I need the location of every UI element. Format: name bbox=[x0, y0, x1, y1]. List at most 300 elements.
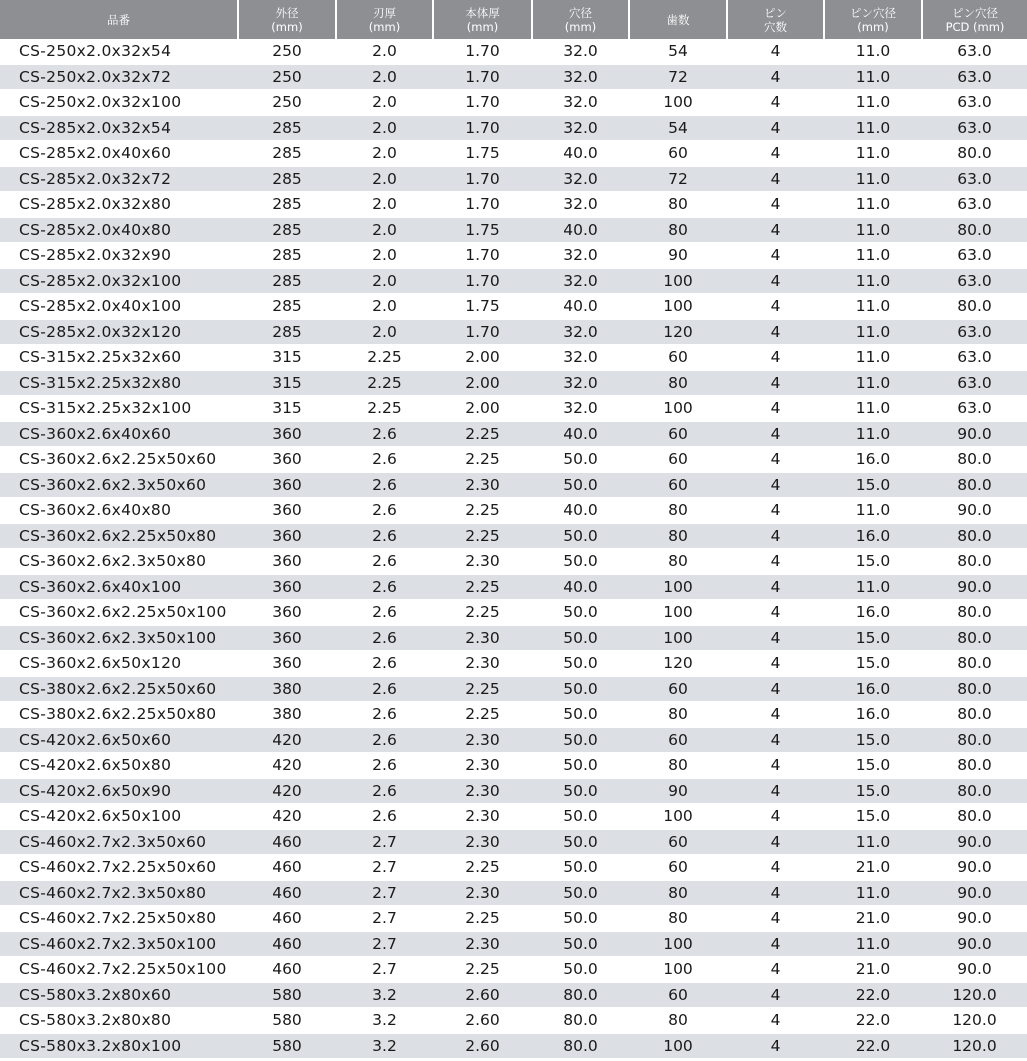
cell-pin-hole-count: 4 bbox=[727, 651, 824, 677]
cell-blade-thickness: 2.6 bbox=[336, 447, 433, 473]
cell-body-thickness: 2.60 bbox=[433, 1033, 532, 1059]
cell-pin-hole-pcd: 80.0 bbox=[922, 141, 1027, 167]
cell-pin-hole-count: 4 bbox=[727, 370, 824, 396]
cell-body-thickness: 2.30 bbox=[433, 931, 532, 957]
cell-outer-diameter: 360 bbox=[238, 498, 336, 524]
cell-pin-hole-count: 4 bbox=[727, 574, 824, 600]
cell-pin-hole-diameter: 16.0 bbox=[824, 600, 922, 626]
cell-teeth-count: 80 bbox=[629, 880, 727, 906]
cell-pin-hole-count: 4 bbox=[727, 727, 824, 753]
cell-outer-diameter: 460 bbox=[238, 931, 336, 957]
cell-pin-hole-pcd: 90.0 bbox=[922, 906, 1027, 932]
cell-blade-thickness: 2.6 bbox=[336, 727, 433, 753]
table-row bbox=[0, 141, 1027, 167]
cell-pin-hole-count: 4 bbox=[727, 549, 824, 575]
header-part-number bbox=[0, 0, 238, 39]
cell-part-number: CS-460x2.7x2.3x50x60 bbox=[0, 829, 238, 855]
cell-bore-diameter: 40.0 bbox=[532, 574, 629, 600]
cell-body-thickness: 2.25 bbox=[433, 447, 532, 473]
cell-pin-hole-pcd: 63.0 bbox=[922, 345, 1027, 371]
cell-outer-diameter: 285 bbox=[238, 243, 336, 269]
cell-blade-thickness: 2.0 bbox=[336, 64, 433, 90]
cell-teeth-count: 80 bbox=[629, 217, 727, 243]
cell-pin-hole-diameter: 15.0 bbox=[824, 804, 922, 830]
cell-blade-thickness: 2.6 bbox=[336, 702, 433, 728]
cell-pin-hole-diameter: 11.0 bbox=[824, 498, 922, 524]
cell-bore-diameter: 50.0 bbox=[532, 472, 629, 498]
cell-bore-diameter: 50.0 bbox=[532, 880, 629, 906]
cell-outer-diameter: 420 bbox=[238, 778, 336, 804]
cell-pin-hole-diameter: 11.0 bbox=[824, 294, 922, 320]
table-row bbox=[0, 804, 1027, 830]
cell-teeth-count: 60 bbox=[629, 345, 727, 371]
cell-blade-thickness: 2.7 bbox=[336, 855, 433, 881]
cell-teeth-count: 100 bbox=[629, 625, 727, 651]
cell-bore-diameter: 50.0 bbox=[532, 702, 629, 728]
cell-teeth-count: 90 bbox=[629, 778, 727, 804]
cell-part-number: CS-285x2.0x32x120 bbox=[0, 319, 238, 345]
cell-body-thickness: 2.25 bbox=[433, 957, 532, 983]
cell-pin-hole-pcd: 80.0 bbox=[922, 447, 1027, 473]
cell-bore-diameter: 50.0 bbox=[532, 855, 629, 881]
cell-bore-diameter: 50.0 bbox=[532, 906, 629, 932]
cell-blade-thickness: 2.6 bbox=[336, 421, 433, 447]
cell-pin-hole-count: 4 bbox=[727, 804, 824, 830]
cell-pin-hole-pcd: 63.0 bbox=[922, 90, 1027, 116]
table-row bbox=[0, 931, 1027, 957]
cell-teeth-count: 80 bbox=[629, 753, 727, 779]
header-row bbox=[0, 0, 1027, 39]
cell-pin-hole-count: 4 bbox=[727, 523, 824, 549]
cell-teeth-count: 54 bbox=[629, 115, 727, 141]
cell-pin-hole-pcd: 63.0 bbox=[922, 243, 1027, 269]
cell-teeth-count: 100 bbox=[629, 600, 727, 626]
cell-pin-hole-pcd: 90.0 bbox=[922, 957, 1027, 983]
cell-teeth-count: 60 bbox=[629, 676, 727, 702]
cell-body-thickness: 1.70 bbox=[433, 90, 532, 116]
table-row bbox=[0, 957, 1027, 983]
cell-body-thickness: 1.70 bbox=[433, 268, 532, 294]
cell-outer-diameter: 380 bbox=[238, 702, 336, 728]
cell-blade-thickness: 2.25 bbox=[336, 345, 433, 371]
cell-pin-hole-diameter: 15.0 bbox=[824, 651, 922, 677]
cell-outer-diameter: 580 bbox=[238, 982, 336, 1008]
cell-pin-hole-diameter: 11.0 bbox=[824, 141, 922, 167]
cell-pin-hole-count: 4 bbox=[727, 294, 824, 320]
cell-pin-hole-diameter: 16.0 bbox=[824, 523, 922, 549]
table-row bbox=[0, 778, 1027, 804]
cell-bore-diameter: 40.0 bbox=[532, 421, 629, 447]
cell-part-number: CS-315x2.25x32x80 bbox=[0, 370, 238, 396]
cell-bore-diameter: 50.0 bbox=[532, 549, 629, 575]
cell-pin-hole-count: 4 bbox=[727, 906, 824, 932]
cell-bore-diameter: 32.0 bbox=[532, 115, 629, 141]
cell-pin-hole-pcd: 80.0 bbox=[922, 472, 1027, 498]
cell-pin-hole-pcd: 63.0 bbox=[922, 268, 1027, 294]
cell-bore-diameter: 32.0 bbox=[532, 166, 629, 192]
header-label-line: (mm) bbox=[857, 19, 889, 34]
header-label-line: 本体厚 bbox=[465, 5, 500, 20]
cell-part-number: CS-360x2.6x40x100 bbox=[0, 574, 238, 600]
cell-teeth-count: 80 bbox=[629, 1008, 727, 1034]
cell-teeth-count: 60 bbox=[629, 421, 727, 447]
cell-pin-hole-diameter: 15.0 bbox=[824, 625, 922, 651]
cell-teeth-count: 100 bbox=[629, 396, 727, 422]
table-row bbox=[0, 115, 1027, 141]
cell-bore-diameter: 32.0 bbox=[532, 370, 629, 396]
cell-outer-diameter: 250 bbox=[238, 64, 336, 90]
cell-pin-hole-pcd: 80.0 bbox=[922, 625, 1027, 651]
table-row bbox=[0, 600, 1027, 626]
header-body-thickness bbox=[433, 0, 532, 39]
cell-pin-hole-diameter: 15.0 bbox=[824, 472, 922, 498]
cell-part-number: CS-460x2.7x2.3x50x80 bbox=[0, 880, 238, 906]
cell-teeth-count: 80 bbox=[629, 370, 727, 396]
cell-blade-thickness: 3.2 bbox=[336, 1008, 433, 1034]
cell-blade-thickness: 2.6 bbox=[336, 472, 433, 498]
cell-outer-diameter: 360 bbox=[238, 574, 336, 600]
header-label-line: 穴径 bbox=[569, 5, 592, 20]
cell-pin-hole-diameter: 16.0 bbox=[824, 447, 922, 473]
cell-teeth-count: 60 bbox=[629, 855, 727, 881]
cell-bore-diameter: 50.0 bbox=[532, 931, 629, 957]
cell-body-thickness: 2.00 bbox=[433, 396, 532, 422]
cell-pin-hole-diameter: 11.0 bbox=[824, 90, 922, 116]
cell-pin-hole-diameter: 15.0 bbox=[824, 727, 922, 753]
cell-pin-hole-pcd: 63.0 bbox=[922, 39, 1027, 64]
cell-pin-hole-pcd: 63.0 bbox=[922, 370, 1027, 396]
cell-body-thickness: 2.30 bbox=[433, 651, 532, 677]
cell-bore-diameter: 32.0 bbox=[532, 319, 629, 345]
cell-part-number: CS-315x2.25x32x60 bbox=[0, 345, 238, 371]
cell-pin-hole-count: 4 bbox=[727, 345, 824, 371]
cell-teeth-count: 60 bbox=[629, 727, 727, 753]
cell-body-thickness: 2.60 bbox=[433, 982, 532, 1008]
cell-part-number: CS-360x2.6x2.25x50x60 bbox=[0, 447, 238, 473]
cell-pin-hole-pcd: 63.0 bbox=[922, 115, 1027, 141]
header-outer-diameter bbox=[238, 0, 336, 39]
cell-outer-diameter: 315 bbox=[238, 396, 336, 422]
cell-outer-diameter: 580 bbox=[238, 1033, 336, 1059]
header-label-line: (mm) bbox=[368, 19, 401, 34]
cell-blade-thickness: 2.0 bbox=[336, 192, 433, 218]
cell-part-number: CS-380x2.6x2.25x50x60 bbox=[0, 676, 238, 702]
cell-pin-hole-diameter: 11.0 bbox=[824, 829, 922, 855]
cell-body-thickness: 1.70 bbox=[433, 319, 532, 345]
table-row bbox=[0, 166, 1027, 192]
cell-pin-hole-count: 4 bbox=[727, 829, 824, 855]
cell-pin-hole-count: 4 bbox=[727, 115, 824, 141]
cell-outer-diameter: 360 bbox=[238, 625, 336, 651]
cell-teeth-count: 100 bbox=[629, 931, 727, 957]
table-row bbox=[0, 753, 1027, 779]
table-row bbox=[0, 294, 1027, 320]
header-label-line: 外径 bbox=[275, 5, 299, 20]
cell-body-thickness: 2.30 bbox=[433, 880, 532, 906]
cell-pin-hole-diameter: 11.0 bbox=[824, 319, 922, 345]
cell-pin-hole-pcd: 63.0 bbox=[922, 319, 1027, 345]
cell-part-number: CS-420x2.6x50x60 bbox=[0, 727, 238, 753]
cell-outer-diameter: 360 bbox=[238, 549, 336, 575]
cell-part-number: CS-360x2.6x2.25x50x100 bbox=[0, 600, 238, 626]
table-row bbox=[0, 217, 1027, 243]
cell-teeth-count: 60 bbox=[629, 447, 727, 473]
cell-part-number: CS-360x2.6x2.25x50x80 bbox=[0, 523, 238, 549]
cell-outer-diameter: 360 bbox=[238, 472, 336, 498]
cell-bore-diameter: 50.0 bbox=[532, 829, 629, 855]
cell-pin-hole-diameter: 11.0 bbox=[824, 192, 922, 218]
cell-bore-diameter: 80.0 bbox=[532, 1033, 629, 1059]
cell-pin-hole-diameter: 11.0 bbox=[824, 931, 922, 957]
cell-pin-hole-count: 4 bbox=[727, 931, 824, 957]
cell-pin-hole-diameter: 11.0 bbox=[824, 39, 922, 64]
cell-pin-hole-diameter: 21.0 bbox=[824, 957, 922, 983]
cell-blade-thickness: 2.7 bbox=[336, 957, 433, 983]
header-pin-hole-count bbox=[727, 0, 824, 39]
cell-body-thickness: 2.30 bbox=[433, 778, 532, 804]
cell-outer-diameter: 420 bbox=[238, 727, 336, 753]
cell-blade-thickness: 2.7 bbox=[336, 829, 433, 855]
cell-part-number: CS-460x2.7x2.25x50x60 bbox=[0, 855, 238, 881]
header-bore-diameter bbox=[532, 0, 629, 39]
table-row bbox=[0, 64, 1027, 90]
cell-blade-thickness: 2.6 bbox=[336, 753, 433, 779]
table-row bbox=[0, 855, 1027, 881]
table-row bbox=[0, 396, 1027, 422]
cell-pin-hole-diameter: 21.0 bbox=[824, 906, 922, 932]
table-row bbox=[0, 651, 1027, 677]
cell-pin-hole-pcd: 80.0 bbox=[922, 549, 1027, 575]
cell-teeth-count: 60 bbox=[629, 141, 727, 167]
cell-pin-hole-diameter: 22.0 bbox=[824, 1033, 922, 1059]
cell-outer-diameter: 285 bbox=[238, 192, 336, 218]
cell-outer-diameter: 315 bbox=[238, 345, 336, 371]
cell-pin-hole-pcd: 63.0 bbox=[922, 64, 1027, 90]
table-body bbox=[0, 39, 1027, 1059]
cell-body-thickness: 2.25 bbox=[433, 702, 532, 728]
cell-pin-hole-count: 4 bbox=[727, 880, 824, 906]
cell-pin-hole-pcd: 80.0 bbox=[922, 651, 1027, 677]
cell-part-number: CS-420x2.6x50x100 bbox=[0, 804, 238, 830]
header-blade-thickness bbox=[336, 0, 433, 39]
cell-part-number: CS-250x2.0x32x54 bbox=[0, 39, 238, 64]
cell-bore-diameter: 32.0 bbox=[532, 243, 629, 269]
cell-teeth-count: 60 bbox=[629, 982, 727, 1008]
cell-part-number: CS-580x3.2x80x100 bbox=[0, 1033, 238, 1059]
cell-pin-hole-pcd: 63.0 bbox=[922, 396, 1027, 422]
cell-outer-diameter: 420 bbox=[238, 753, 336, 779]
cell-outer-diameter: 285 bbox=[238, 268, 336, 294]
table-row bbox=[0, 906, 1027, 932]
cell-pin-hole-diameter: 11.0 bbox=[824, 243, 922, 269]
cell-blade-thickness: 2.0 bbox=[336, 217, 433, 243]
cell-part-number: CS-580x3.2x80x60 bbox=[0, 982, 238, 1008]
cell-pin-hole-pcd: 90.0 bbox=[922, 931, 1027, 957]
cell-bore-diameter: 40.0 bbox=[532, 294, 629, 320]
cell-part-number: CS-250x2.0x32x72 bbox=[0, 64, 238, 90]
cell-part-number: CS-360x2.6x2.3x50x80 bbox=[0, 549, 238, 575]
cell-teeth-count: 72 bbox=[629, 166, 727, 192]
cell-pin-hole-pcd: 80.0 bbox=[922, 753, 1027, 779]
cell-part-number: CS-360x2.6x2.3x50x100 bbox=[0, 625, 238, 651]
cell-pin-hole-diameter: 15.0 bbox=[824, 753, 922, 779]
cell-pin-hole-count: 4 bbox=[727, 166, 824, 192]
cell-blade-thickness: 2.0 bbox=[336, 115, 433, 141]
cell-pin-hole-pcd: 80.0 bbox=[922, 294, 1027, 320]
cell-body-thickness: 2.30 bbox=[433, 829, 532, 855]
header-teeth-count bbox=[629, 0, 727, 39]
cell-pin-hole-diameter: 11.0 bbox=[824, 574, 922, 600]
cell-teeth-count: 100 bbox=[629, 294, 727, 320]
cell-part-number: CS-285x2.0x40x60 bbox=[0, 141, 238, 167]
cell-pin-hole-diameter: 11.0 bbox=[824, 268, 922, 294]
cell-body-thickness: 2.00 bbox=[433, 370, 532, 396]
cell-pin-hole-diameter: 11.0 bbox=[824, 370, 922, 396]
cell-part-number: CS-285x2.0x40x80 bbox=[0, 217, 238, 243]
cell-teeth-count: 80 bbox=[629, 192, 727, 218]
cell-pin-hole-pcd: 80.0 bbox=[922, 702, 1027, 728]
cell-bore-diameter: 32.0 bbox=[532, 396, 629, 422]
cell-blade-thickness: 2.6 bbox=[336, 523, 433, 549]
cell-blade-thickness: 2.25 bbox=[336, 396, 433, 422]
cell-blade-thickness: 3.2 bbox=[336, 1033, 433, 1059]
header-pin-hole-pcd bbox=[922, 0, 1027, 39]
cell-bore-diameter: 32.0 bbox=[532, 345, 629, 371]
cell-outer-diameter: 285 bbox=[238, 217, 336, 243]
header-pin-hole-diameter bbox=[824, 0, 922, 39]
cell-bore-diameter: 32.0 bbox=[532, 192, 629, 218]
cell-pin-hole-count: 4 bbox=[727, 192, 824, 218]
cell-teeth-count: 120 bbox=[629, 319, 727, 345]
cell-body-thickness: 2.25 bbox=[433, 574, 532, 600]
cell-outer-diameter: 250 bbox=[238, 39, 336, 64]
cell-body-thickness: 1.70 bbox=[433, 243, 532, 269]
cell-blade-thickness: 2.6 bbox=[336, 498, 433, 524]
cell-pin-hole-count: 4 bbox=[727, 472, 824, 498]
table-row bbox=[0, 268, 1027, 294]
cell-pin-hole-count: 4 bbox=[727, 1033, 824, 1059]
cell-pin-hole-diameter: 16.0 bbox=[824, 702, 922, 728]
cell-body-thickness: 1.70 bbox=[433, 64, 532, 90]
cell-body-thickness: 1.75 bbox=[433, 217, 532, 243]
cell-pin-hole-pcd: 80.0 bbox=[922, 778, 1027, 804]
cell-bore-diameter: 40.0 bbox=[532, 498, 629, 524]
cell-pin-hole-pcd: 90.0 bbox=[922, 421, 1027, 447]
cell-blade-thickness: 2.0 bbox=[336, 319, 433, 345]
table-row bbox=[0, 319, 1027, 345]
cell-pin-hole-count: 4 bbox=[727, 982, 824, 1008]
cell-outer-diameter: 460 bbox=[238, 906, 336, 932]
cell-pin-hole-pcd: 80.0 bbox=[922, 804, 1027, 830]
cell-outer-diameter: 285 bbox=[238, 319, 336, 345]
cell-body-thickness: 2.30 bbox=[433, 804, 532, 830]
cell-teeth-count: 80 bbox=[629, 702, 727, 728]
cell-pin-hole-pcd: 90.0 bbox=[922, 498, 1027, 524]
cell-outer-diameter: 580 bbox=[238, 1008, 336, 1034]
cell-pin-hole-diameter: 22.0 bbox=[824, 1008, 922, 1034]
cell-part-number: CS-580x3.2x80x80 bbox=[0, 1008, 238, 1034]
cell-bore-diameter: 32.0 bbox=[532, 268, 629, 294]
cell-pin-hole-diameter: 11.0 bbox=[824, 345, 922, 371]
cell-part-number: CS-250x2.0x32x100 bbox=[0, 90, 238, 116]
cell-body-thickness: 1.75 bbox=[433, 141, 532, 167]
table-row bbox=[0, 982, 1027, 1008]
header-label-line: 刃厚 bbox=[373, 5, 396, 20]
cell-pin-hole-pcd: 90.0 bbox=[922, 880, 1027, 906]
header-label-line: 穴数 bbox=[764, 19, 787, 34]
cell-teeth-count: 100 bbox=[629, 804, 727, 830]
cell-outer-diameter: 360 bbox=[238, 447, 336, 473]
cell-outer-diameter: 460 bbox=[238, 880, 336, 906]
cell-body-thickness: 1.70 bbox=[433, 39, 532, 64]
cell-pin-hole-count: 4 bbox=[727, 319, 824, 345]
table-row bbox=[0, 243, 1027, 269]
cell-body-thickness: 1.75 bbox=[433, 294, 532, 320]
cell-pin-hole-count: 4 bbox=[727, 855, 824, 881]
cell-pin-hole-diameter: 21.0 bbox=[824, 855, 922, 881]
cell-outer-diameter: 460 bbox=[238, 855, 336, 881]
table-row bbox=[0, 625, 1027, 651]
cell-bore-diameter: 80.0 bbox=[532, 982, 629, 1008]
table-row bbox=[0, 574, 1027, 600]
cell-bore-diameter: 50.0 bbox=[532, 447, 629, 473]
cell-bore-diameter: 50.0 bbox=[532, 753, 629, 779]
cell-outer-diameter: 460 bbox=[238, 829, 336, 855]
cell-pin-hole-pcd: 80.0 bbox=[922, 217, 1027, 243]
cell-blade-thickness: 2.7 bbox=[336, 931, 433, 957]
cell-body-thickness: 2.30 bbox=[433, 549, 532, 575]
cell-body-thickness: 2.25 bbox=[433, 906, 532, 932]
cell-body-thickness: 2.30 bbox=[433, 472, 532, 498]
table-row bbox=[0, 39, 1027, 64]
cell-body-thickness: 2.25 bbox=[433, 523, 532, 549]
cell-outer-diameter: 420 bbox=[238, 804, 336, 830]
cell-pin-hole-count: 4 bbox=[727, 702, 824, 728]
header-label-line: (mm) bbox=[466, 19, 499, 34]
cell-pin-hole-pcd: 80.0 bbox=[922, 676, 1027, 702]
header-label-line: 歯数 bbox=[666, 12, 690, 27]
cell-teeth-count: 54 bbox=[629, 39, 727, 64]
cell-part-number: CS-360x2.6x2.3x50x60 bbox=[0, 472, 238, 498]
cell-outer-diameter: 380 bbox=[238, 676, 336, 702]
cell-pin-hole-count: 4 bbox=[727, 217, 824, 243]
cell-teeth-count: 90 bbox=[629, 243, 727, 269]
header-label-line: (mm) bbox=[564, 19, 597, 34]
cell-body-thickness: 2.25 bbox=[433, 855, 532, 881]
table-row bbox=[0, 447, 1027, 473]
cell-blade-thickness: 2.0 bbox=[336, 141, 433, 167]
cell-pin-hole-pcd: 120.0 bbox=[922, 1033, 1027, 1059]
cell-pin-hole-pcd: 80.0 bbox=[922, 523, 1027, 549]
header-label-line: PCD (mm) bbox=[945, 19, 1005, 34]
cell-blade-thickness: 2.0 bbox=[336, 166, 433, 192]
cell-pin-hole-count: 4 bbox=[727, 39, 824, 64]
cell-bore-diameter: 40.0 bbox=[532, 217, 629, 243]
cell-bore-diameter: 50.0 bbox=[532, 778, 629, 804]
cell-pin-hole-pcd: 120.0 bbox=[922, 982, 1027, 1008]
cell-outer-diameter: 285 bbox=[238, 115, 336, 141]
cell-body-thickness: 2.25 bbox=[433, 676, 532, 702]
cell-blade-thickness: 3.2 bbox=[336, 982, 433, 1008]
cell-pin-hole-count: 4 bbox=[727, 421, 824, 447]
cell-outer-diameter: 360 bbox=[238, 523, 336, 549]
cell-bore-diameter: 50.0 bbox=[532, 625, 629, 651]
cell-blade-thickness: 2.0 bbox=[336, 39, 433, 64]
cell-part-number: CS-285x2.0x40x100 bbox=[0, 294, 238, 320]
cell-outer-diameter: 250 bbox=[238, 90, 336, 116]
cell-teeth-count: 72 bbox=[629, 64, 727, 90]
cell-pin-hole-diameter: 15.0 bbox=[824, 549, 922, 575]
